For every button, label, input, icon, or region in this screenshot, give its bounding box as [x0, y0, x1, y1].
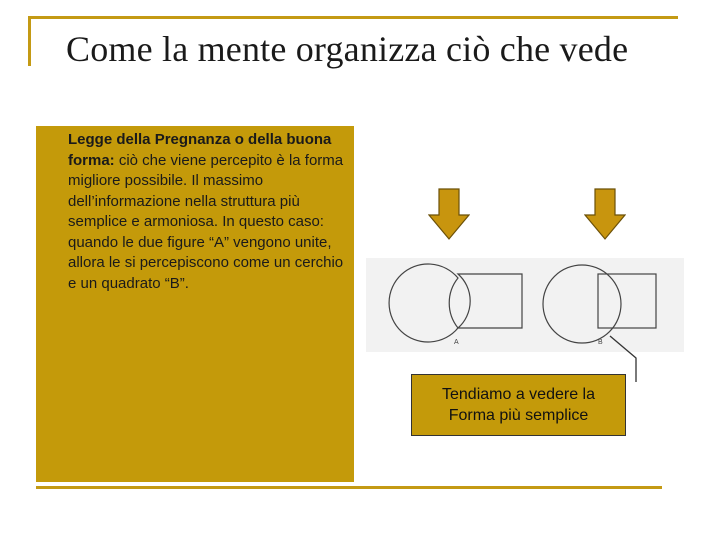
figure-b-square — [598, 274, 656, 328]
law-heading: Legge della Pregnanza o della buona forma: — [68, 131, 332, 169]
callout-box — [411, 374, 626, 436]
figure-a-circle — [389, 264, 458, 342]
callout-line-1: Tendiamo a vedere la — [442, 386, 595, 403]
top-rule — [28, 16, 678, 19]
callout-line-2: Forma più semplice — [448, 407, 589, 424]
bottom-rule — [36, 486, 662, 489]
figure-b-label: B — [598, 339, 603, 346]
text-panel — [36, 126, 354, 482]
left-rule — [28, 16, 31, 66]
figure-b-circle — [543, 265, 621, 343]
down-arrow-icon — [428, 188, 470, 240]
slide-title: Come la mente organizza ciò che vede — [66, 29, 629, 69]
figure-a-label: A — [454, 339, 459, 346]
down-arrow-icon — [584, 188, 626, 240]
figure-a-square — [458, 274, 522, 328]
panel-text — [68, 130, 350, 294]
law-description: ciò che viene percepito è la forma migliore possibile. Il massimo dell’informazione nella struttura più semplice e armoniosa. In questo caso: quando le due figure “A” vengono unite, allora le si percepiscono come un cerchio e un quadrato “B”. — [68, 151, 344, 292]
